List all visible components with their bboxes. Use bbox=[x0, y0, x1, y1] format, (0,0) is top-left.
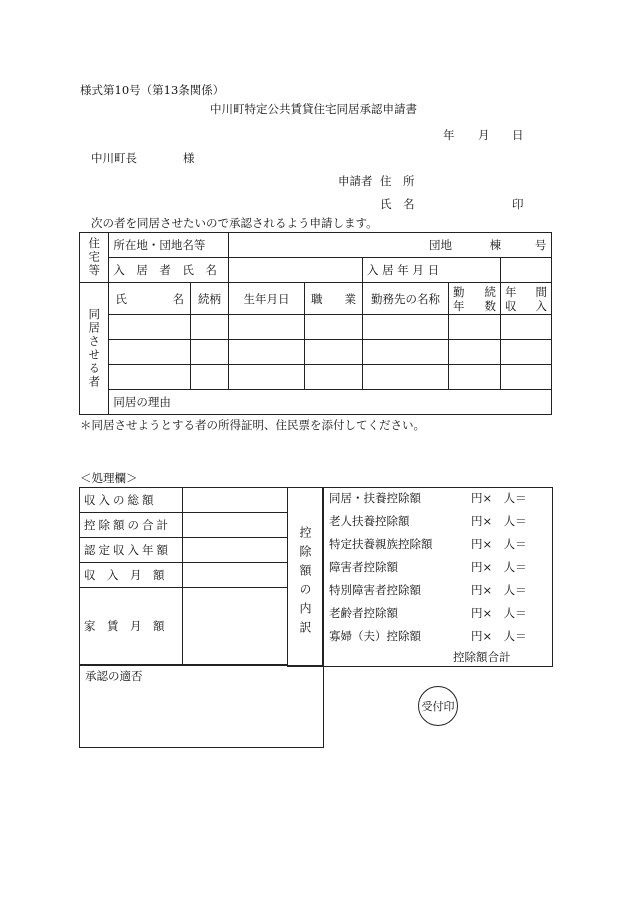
reason-label: 同居の理由 bbox=[113, 395, 171, 409]
application-table bbox=[79, 232, 552, 415]
deduction-unit: 円× 人＝ bbox=[471, 537, 527, 551]
birth-cell[interactable] bbox=[229, 340, 305, 365]
table-row bbox=[80, 315, 552, 340]
deduction-detail-header bbox=[287, 487, 324, 667]
deduction-unit: 円× 人＝ bbox=[471, 491, 527, 505]
deduction-item-label: 同居・扶養控除額 bbox=[329, 491, 421, 505]
deduction-sum-label: 控除額合計 bbox=[453, 650, 511, 664]
approval-box[interactable] bbox=[79, 665, 324, 748]
monthly-income-field[interactable] bbox=[182, 563, 287, 588]
monthly-income-label: 収 入 月 額 bbox=[80, 563, 183, 588]
col-years-header: 勤 続 年 数 bbox=[448, 283, 500, 315]
monthly-rent-label: 家 賃 月 額 bbox=[80, 588, 183, 665]
col-workplace-header: 勤務先の名称 bbox=[362, 283, 448, 315]
occupant-label: 入 居 者 氏 名 bbox=[109, 258, 229, 283]
col-name-header: 氏 名 bbox=[109, 283, 191, 315]
address-label: 住 所 bbox=[380, 174, 415, 188]
job-cell[interactable] bbox=[304, 365, 362, 390]
reason-field[interactable] bbox=[109, 390, 552, 415]
applicant-label: 申請者 bbox=[338, 174, 373, 188]
years-cell[interactable] bbox=[448, 315, 500, 340]
total-income-label: 収入の総額 bbox=[80, 488, 183, 513]
deduction-item-label: 障害者控除額 bbox=[329, 560, 398, 574]
years-cell[interactable] bbox=[448, 340, 500, 365]
deduction-unit: 円× 人＝ bbox=[471, 583, 527, 597]
deduction-item-label: 老人扶養控除額 bbox=[329, 514, 410, 528]
workplace-cell[interactable] bbox=[362, 340, 448, 365]
relation-cell[interactable] bbox=[191, 365, 229, 390]
table-row bbox=[80, 365, 552, 390]
building-label: 棟 bbox=[489, 238, 502, 252]
deduction-detail-label: 控除額の内訳 bbox=[298, 526, 312, 640]
income-cell[interactable] bbox=[500, 340, 551, 365]
deduction-item-label: 老齢者控除額 bbox=[329, 606, 398, 620]
total-income-field[interactable] bbox=[182, 488, 287, 513]
deduction-list bbox=[322, 487, 553, 667]
col-job-header: 職 業 bbox=[304, 283, 362, 315]
col-birth-header: 生年月日 bbox=[229, 283, 305, 315]
job-cell[interactable] bbox=[304, 315, 362, 340]
date-year-label: 年 bbox=[443, 128, 455, 142]
workplace-cell[interactable] bbox=[362, 315, 448, 340]
form-title: 中川町特定公共賃貸住宅同居承認申請書 bbox=[210, 102, 417, 116]
birth-cell[interactable] bbox=[229, 315, 305, 340]
housing-label: 住宅等 bbox=[80, 233, 109, 283]
date-month-label: 月 bbox=[478, 128, 490, 142]
relation-cell[interactable] bbox=[191, 315, 229, 340]
number-label: 号 bbox=[534, 238, 547, 252]
deduction-unit: 円× 人＝ bbox=[471, 606, 527, 620]
name-label: 氏 名 bbox=[380, 197, 415, 211]
danchi-label: 団地 bbox=[429, 238, 452, 252]
relation-cell[interactable] bbox=[191, 340, 229, 365]
birth-cell[interactable] bbox=[229, 365, 305, 390]
income-cell[interactable] bbox=[500, 315, 551, 340]
deduction-total-field[interactable] bbox=[182, 513, 287, 538]
seal-label: 印 bbox=[512, 197, 524, 211]
table-row bbox=[80, 340, 552, 365]
location-field[interactable] bbox=[229, 233, 552, 258]
processing-section-label: ＜処理欄＞ bbox=[80, 471, 138, 485]
deduction-item-label: 寡婦（夫）控除額 bbox=[329, 629, 421, 643]
deduction-unit: 円× 人＝ bbox=[471, 560, 527, 574]
location-label: 所在地・団地名等 bbox=[109, 233, 229, 258]
date-day-label: 日 bbox=[512, 128, 524, 142]
job-cell[interactable] bbox=[304, 340, 362, 365]
deduction-item-label: 特定扶養親族控除額 bbox=[329, 537, 433, 551]
years-cell[interactable] bbox=[448, 365, 500, 390]
name-cell[interactable] bbox=[109, 315, 191, 340]
statement: 次の者を同居させたいので承認されるよう申請します。 bbox=[91, 216, 378, 230]
income-cell[interactable] bbox=[500, 365, 551, 390]
attachment-note: ＊同居させようとする者の所得証明、住民票を添付してください。 bbox=[80, 418, 425, 432]
reception-stamp bbox=[418, 686, 458, 726]
deduction-unit: 円× 人＝ bbox=[471, 514, 527, 528]
form-number: 様式第10号（第13条関係） bbox=[80, 83, 225, 97]
deduction-item-label: 特別障害者控除額 bbox=[329, 583, 421, 597]
name-cell[interactable] bbox=[109, 340, 191, 365]
approval-label: 承認の適否 bbox=[85, 669, 143, 683]
certified-income-label: 認定収入年額 bbox=[80, 538, 183, 563]
addressee: 中川町長 bbox=[91, 151, 137, 165]
workplace-cell[interactable] bbox=[362, 365, 448, 390]
monthly-rent-field[interactable] bbox=[182, 588, 287, 665]
stamp-label: 受付印 bbox=[421, 700, 455, 713]
name-cell[interactable] bbox=[109, 365, 191, 390]
col-relation-header: 続柄 bbox=[191, 283, 229, 315]
certified-income-field[interactable] bbox=[182, 538, 287, 563]
processing-left-table bbox=[79, 487, 288, 665]
occupant-field[interactable] bbox=[229, 258, 363, 283]
cohabitant-label: 同居させる者 bbox=[80, 283, 109, 415]
move-in-date-label: 入 居 年 月 日 bbox=[362, 258, 500, 283]
honorific: 様 bbox=[183, 151, 195, 165]
deduction-total-label: 控除額の合計 bbox=[80, 513, 183, 538]
move-in-date-field[interactable] bbox=[500, 258, 551, 283]
col-income-header: 年 間 収 入 bbox=[500, 283, 551, 315]
deduction-unit: 円× 人＝ bbox=[471, 629, 527, 643]
